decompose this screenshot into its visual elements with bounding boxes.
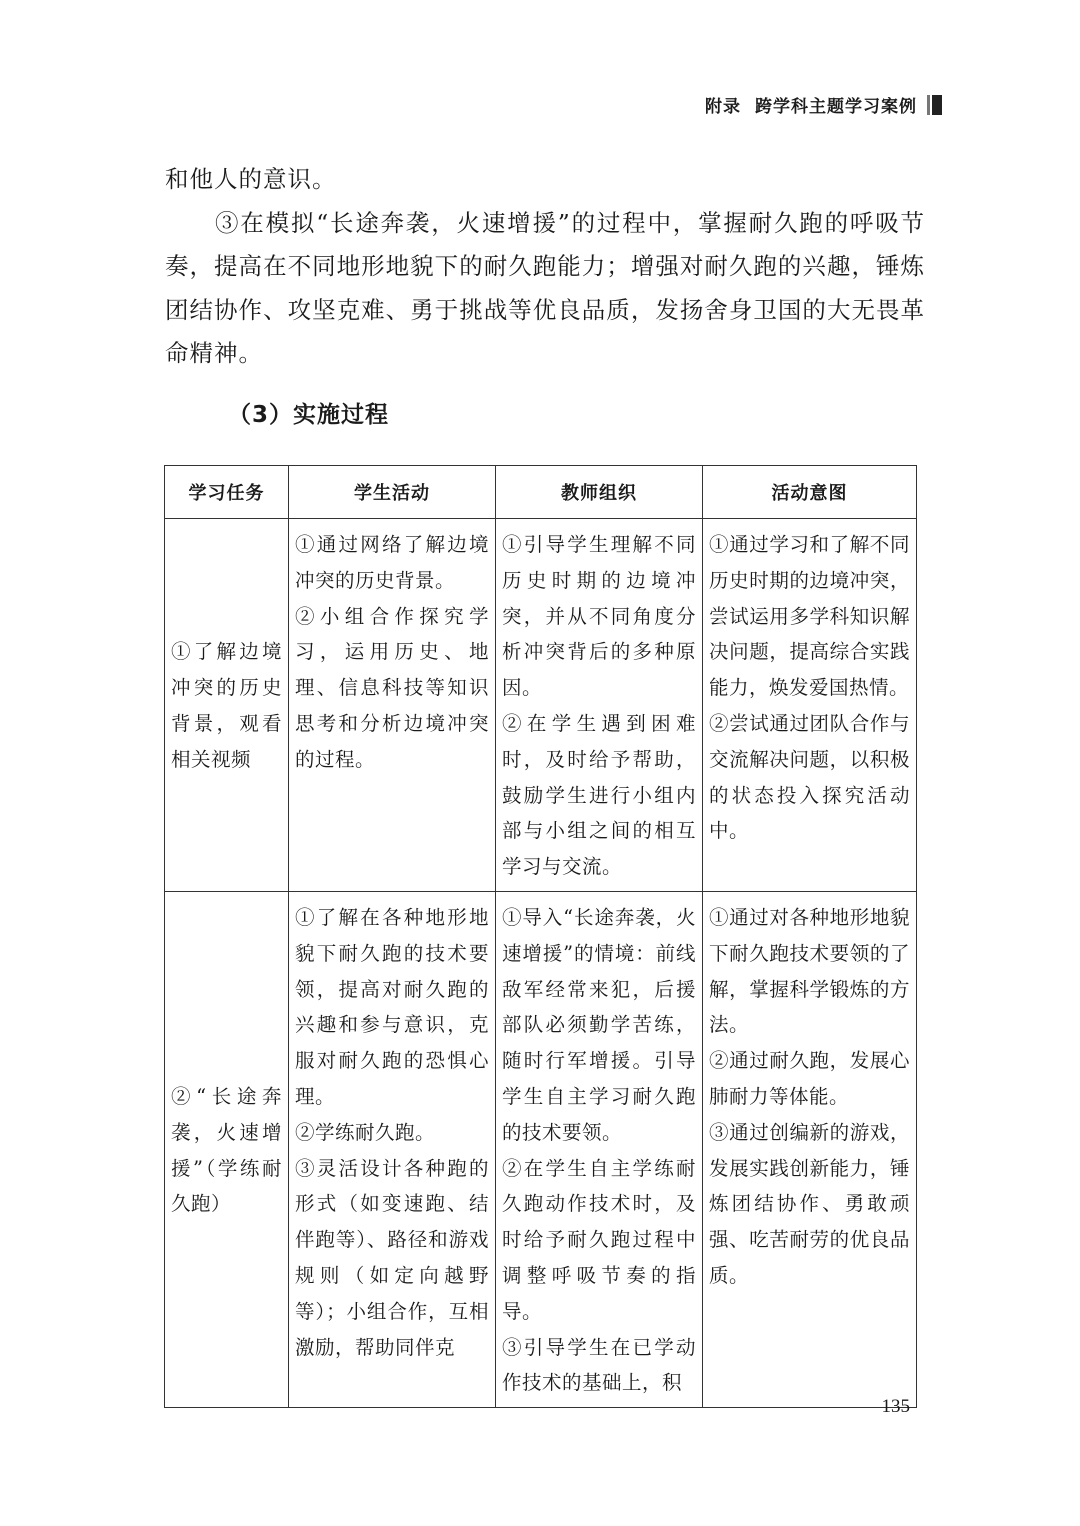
running-head (705, 92, 942, 117)
header-intent: 活动意图 (703, 466, 917, 519)
intent-item: ①通过学习和了解不同历史时期的边境冲突，尝试运用多学科知识解决问题，提高综合实践能力，焕发爱国热情。 (709, 533, 910, 700)
header-student: 学生活动 (289, 466, 496, 519)
teacher-item: ②在学生自主学练耐久跑动作技术时，及时给予耐久跑过程中调整呼吸节奏的指导。 (502, 1156, 696, 1323)
teacher-item: ①导入“长途奔袭，火速增援”的情境：前线敌军经常来犯，后援部队必须勤学苦练，随时行军增援。引导学生自主学习耐久跑的技术要领。 (502, 905, 696, 1144)
intent-item: ①通过对各种地形地貌下耐久跑技术要领的了解，掌握科学锻炼的方法。 (709, 905, 910, 1037)
paragraph-1: 和他人的意识。 (165, 165, 337, 193)
header-teacher: 教师组织 (496, 466, 703, 519)
teacher-item: ②在学生遇到困难时，及时给予帮助，鼓励学生进行小组内部与小组之间的相互学习与交流。 (502, 711, 696, 879)
intent-cell (703, 519, 917, 892)
teacher-item: ③引导学生在已学动作技术的基础上，积 (502, 1335, 696, 1395)
table-row (165, 891, 917, 1407)
student-item: ①了解在各种地形地貌下耐久跑的技术要领，提高对耐久跑的兴趣和参与意识，克服对耐久跑的恐惧心理。 (295, 905, 489, 1108)
implementation-table (164, 465, 917, 1408)
table-header-row (165, 466, 917, 519)
intent-item: ②通过耐久跑，发展心肺耐力等体能。 (709, 1049, 910, 1108)
teacher-cell (496, 891, 703, 1407)
page-number: 135 (881, 1396, 910, 1417)
student-item: ③灵活设计各种跑的形式（如变速跑、结伴跑等）、路径和游戏规则（如定向越野等）；小组合作，互相激励，帮助同伴克 (295, 1156, 489, 1359)
student-cell (289, 891, 496, 1407)
task-cell: ②“长途奔袭，火速增援”（学练耐久跑） (165, 891, 289, 1407)
header-bar-icon (925, 95, 942, 115)
header-task: 学习任务 (165, 466, 289, 519)
table-row (165, 519, 917, 892)
student-item: ②小组合作探究学习，运用历史、地理、信息科技等知识思考和分析边境冲突的过程。 (295, 604, 489, 771)
body-text (165, 158, 925, 376)
student-item: ②学练耐久跑。 (295, 1120, 436, 1144)
paragraph-2: ③在模拟“长途奔袭，火速增援”的过程中，掌握耐久跑的呼吸节奏，提高在不同地形地貌下的耐久跑能力；增强对耐久跑的兴趣，锤炼团结协作、攻坚克难、勇于挑战等优良品质，发扬舍身卫国的大无畏革命精神。 (165, 208, 925, 367)
running-head-title: 跨学科主题学习案例 (755, 97, 917, 117)
teacher-item: ①引导学生理解不同历史时期的边境冲突，并从不同角度分析冲突背后的多种原因。 (502, 533, 696, 700)
teacher-cell (496, 519, 703, 892)
student-item: ①通过网络了解边境冲突的历史背景。 (295, 533, 489, 592)
intent-item: ②尝试通过团队合作与交流解决问题，以积极的状态投入探究活动中。 (709, 711, 910, 843)
student-cell (289, 519, 496, 892)
section-heading: （3）实施过程 (228, 402, 390, 428)
running-head-section: 附录 (705, 97, 741, 117)
intent-cell (703, 891, 917, 1407)
task-cell: ①了解边境冲突的历史背景，观看相关视频 (165, 519, 289, 892)
intent-item: ③通过创编新的游戏，发展实践创新能力，锤炼团结协作、勇敢顽强、吃苦耐劳的优良品质。 (709, 1120, 910, 1287)
